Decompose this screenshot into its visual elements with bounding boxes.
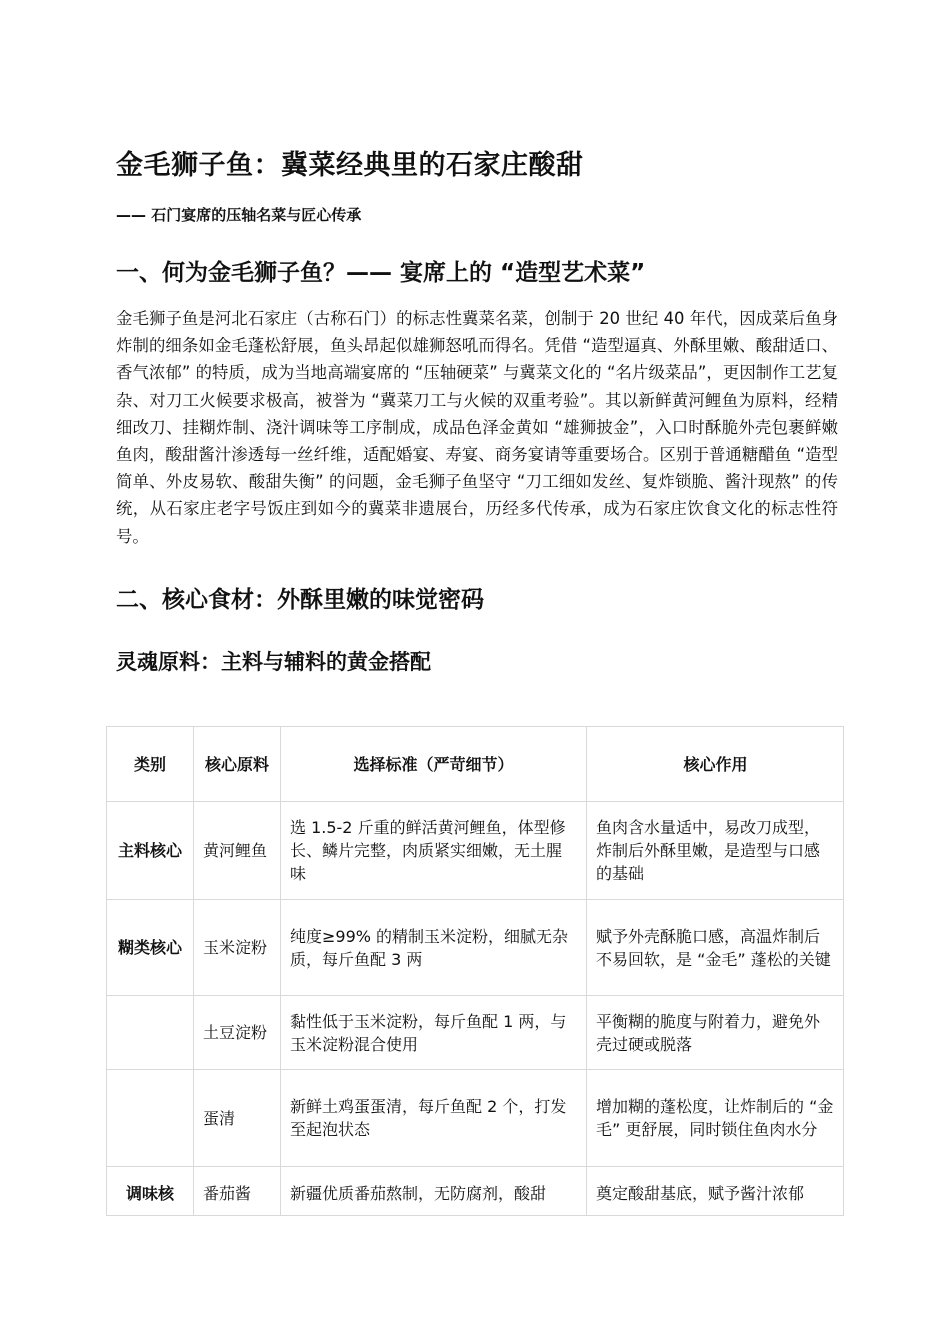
table-row bbox=[107, 1070, 845, 1167]
header-standard: 选择标准（严苛细节） bbox=[281, 727, 587, 802]
cell-role: 赋予外壳酥脆口感，高温炸制后不易回软，是 “金毛” 蓬松的关键 bbox=[587, 900, 845, 996]
table-header-row bbox=[107, 727, 845, 802]
cell-role: 平衡糊的脆度与附着力，避免外壳过硬或脱落 bbox=[587, 996, 845, 1070]
page-title: 金毛狮子鱼：冀菜经典里的石家庄酸甜 bbox=[116, 150, 584, 181]
header-material: 核心原料 bbox=[194, 727, 281, 802]
table-row bbox=[107, 802, 845, 900]
cell-material: 蛋清 bbox=[194, 1070, 281, 1167]
page-subtitle: —— 石门宴席的压轴名菜与匠心传承 bbox=[116, 206, 362, 224]
header-role: 核心作用 bbox=[587, 727, 845, 802]
cell-category: 调味核 bbox=[107, 1167, 194, 1217]
section-2-heading: 二、核心食材：外酥里嫩的味觉密码 bbox=[116, 587, 484, 613]
cell-material: 番茄酱 bbox=[194, 1167, 281, 1217]
cell-role: 鱼肉含水量适中，易改刀成型，炸制后外酥里嫩，是造型与口感的基础 bbox=[587, 802, 845, 900]
cell-role: 奠定酸甜基底，赋予酱汁浓郁 bbox=[587, 1167, 845, 1217]
table-row bbox=[107, 900, 845, 996]
cell-material: 土豆淀粉 bbox=[194, 996, 281, 1070]
cell-material: 玉米淀粉 bbox=[194, 900, 281, 996]
cell-category: 糊类核心 bbox=[107, 900, 194, 996]
cell-standard: 黏性低于玉米淀粉，每斤鱼配 1 两，与玉米淀粉混合使用 bbox=[281, 996, 587, 1070]
cell-material: 黄河鲤鱼 bbox=[194, 802, 281, 900]
section-1-paragraph: 金毛狮子鱼是河北石家庄（古称石门）的标志性冀菜名菜，创制于 20 世纪 40 年代，因成菜后鱼身炸制的细条如金毛蓬松舒展，鱼头昂起似雄狮怒吼而得名。凭借 “造型逼真、外酥里嫩、酸甜适口、香气浓郁” 的特质，成为当地高端宴席的 “压轴硬菜” 与冀菜文化的 “名片级菜品”，更因制作工艺复杂、对刀工火候要求极高，被誉为 “冀菜刀工与火候的双重考验”。其以新鲜黄河鲤鱼为原料，经精细改刀、挂糊炸制、浇汁调味等工序制成，成品色泽金黄如 “雄狮披金”，入口时酥脆外壳包裹鲜嫩鱼肉，酸甜酱汁渗透每一丝纤维，适配婚宴、寿宴、商务宴请等重要场合。区别于普通糖醋鱼 “造型简单、外皮易软、酸甜失衡” 的问题，金毛狮子鱼坚守 “刀工细如发丝、复炸锁脆、酱汁现熬” 的传统，从石家庄老字号饭庄到如今的冀菜非遗展台，历经多代传承，成为石家庄饮食文化的标志性符号。 bbox=[116, 309, 838, 546]
table-row bbox=[107, 996, 845, 1070]
header-category: 类别 bbox=[107, 727, 194, 802]
ingredients-table-grid bbox=[106, 726, 844, 1216]
section-1-heading: 一、何为金毛狮子鱼？—— 宴席上的 “造型艺术菜” bbox=[116, 260, 646, 286]
cell-category bbox=[107, 1070, 194, 1167]
cell-category: 主料核心 bbox=[107, 802, 194, 900]
cell-role: 增加糊的蓬松度，让炸制后的 “金毛” 更舒展，同时锁住鱼肉水分 bbox=[587, 1070, 845, 1167]
table-row bbox=[107, 1167, 845, 1217]
ingredients-table bbox=[106, 726, 844, 1216]
cell-standard: 选 1.5-2 斤重的鲜活黄河鲤鱼，体型修长、鳞片完整，肉质紧实细嫩，无土腥味 bbox=[281, 802, 587, 900]
section-2-subheading: 灵魂原料：主料与辅料的黄金搭配 bbox=[116, 650, 431, 674]
cell-standard: 新鲜土鸡蛋蛋清，每斤鱼配 2 个，打发至起泡状态 bbox=[281, 1070, 587, 1167]
cell-standard: 纯度≥99% 的精制玉米淀粉，细腻无杂质，每斤鱼配 3 两 bbox=[281, 900, 587, 996]
cell-category bbox=[107, 996, 194, 1070]
cell-standard: 新疆优质番茄熬制，无防腐剂，酸甜 bbox=[281, 1167, 587, 1217]
